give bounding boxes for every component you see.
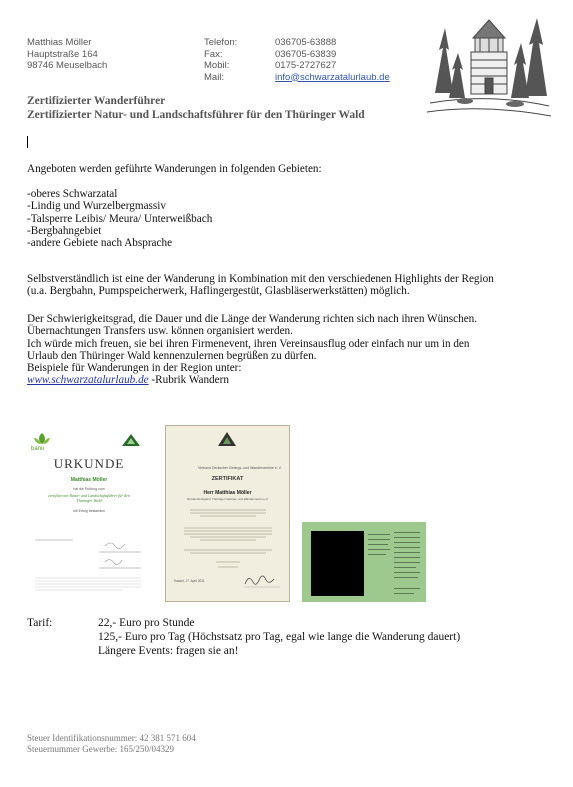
photo-placeholder: [311, 531, 364, 596]
footer-tax-number: Steuernummer Gewerbe: 165/250/04329: [27, 744, 174, 754]
footer: [27, 733, 196, 755]
area-list: [27, 188, 547, 249]
zertifikat-heading: ZERTIFIKAT: [211, 476, 244, 482]
value-phone: 036705-63888: [275, 37, 337, 48]
zertifikat-body-lines-icon: [180, 506, 276, 568]
title-wanderfuehrer: Zertifizierter Wanderführer: [27, 95, 166, 107]
contact-values: [275, 37, 390, 83]
paragraph-line: Selbstverständlich ist eine der Wanderung in Kombination mit den verschiedenen Highlights der Region: [27, 273, 494, 285]
text-cursor: [27, 136, 28, 148]
urkunde-result: mit Erfolg bestanden: [72, 509, 106, 513]
urkunde-name: Matthias Möller: [70, 477, 108, 483]
label-fax: Fax:: [204, 48, 223, 60]
label-mobile: Mobil:: [204, 60, 230, 71]
intro-text: Angeboten werden geführte Wanderungen in folgenden Gebieten:: [27, 163, 322, 175]
banu-leaf-icon: [31, 432, 53, 446]
paragraph-line: Urlaub den Thüringer Wald kennenzulernen begrüßen zu dürfen.: [27, 349, 317, 362]
tarif-day: 125,- Euro pro Tag (Höchstsatz pro Tag, egal wie lange die Wanderung dauert): [98, 631, 461, 643]
guide-id-card: [302, 522, 426, 602]
certificate-zertifikat: [165, 425, 290, 602]
tarif-hour: 22,- Euro pro Stunde: [98, 617, 195, 629]
contact-address: [27, 37, 107, 72]
paragraph-line: Der Schwierigkeitsgrad, die Dauer und die Länge der Wanderung richten sich nach ihren Wünschen.: [27, 313, 478, 325]
tarif-events: Längere Events: fragen sie an!: [98, 645, 239, 657]
paragraph-line: Beispiele für Wanderungen in der Region unter:: [27, 362, 242, 375]
mountain-logo-icon: [121, 433, 141, 447]
contact-city: 98746 Meuselbach: [27, 60, 108, 71]
value-mobile: 0175-2727627: [275, 60, 337, 71]
paragraph-line: Übernachtungen Transfers usw. können organisiert werden.: [27, 325, 293, 338]
link-suffix: -Rubrik Wandern: [148, 374, 229, 387]
zertifikat-detail: Vorstandsmitglied, Thüringer Gebirgs- und Wanderverein e.V.: [186, 497, 269, 501]
zertifikat-name: Herr Matthias Möller: [203, 490, 252, 496]
urkunde-title: URKUNDE: [53, 456, 125, 471]
mountain-logo-icon: [217, 431, 237, 447]
contact-labels: [204, 37, 237, 83]
paragraph-details: [27, 313, 547, 387]
title-block: [27, 94, 365, 122]
banu-logo-text: banu: [31, 446, 45, 452]
zertifikat-org: Verband Deutscher Gebirgs- und Wandervereine e. V.: [198, 466, 282, 470]
list-item: -Lindig und Wurzelbergmassiv: [27, 200, 166, 213]
label-mail: Mail:: [204, 71, 225, 83]
urkunde-course: zertifizierten Natur- und Landschaftsführer für den Thüringer Wald: [48, 493, 130, 503]
urkunde-subtitle: hat die Prüfung zum: [73, 487, 105, 491]
list-item: -andere Gebiete nach Absprache: [27, 237, 173, 250]
certificate-urkunde: [25, 428, 153, 600]
list-item: -Bergbahngebiet: [27, 224, 102, 237]
signature-icon: [242, 572, 282, 590]
label-phone: Telefon:: [204, 37, 238, 48]
list-item: -Talsperre Leibis/ Meura/ Unterweißbach: [27, 212, 213, 225]
contact-street: Hauptstraße 164: [27, 48, 98, 60]
title-naturfuehrer: Zertifizierter Natur- und Landschaftsführer für den Thüringer Wald: [27, 109, 365, 121]
paragraph-line: (u.a. Bergbahn, Pumpspeicherwerk, Haflingergestüt, Glasbläserwerkstätten) möglich.: [27, 285, 410, 298]
tower-illustration-icon: [425, 8, 553, 121]
tarif-label: Tarif:: [27, 617, 53, 629]
contact-name: Matthias Möller: [27, 37, 92, 48]
zertifikat-place-date: Kassel, 17. April 2011: [174, 579, 205, 583]
paragraph-highlights: [27, 273, 547, 298]
urkunde-signatures-icon: [33, 528, 145, 598]
footer-tax-id: Steuer Identifikationsnummer: 42 381 571 604: [27, 733, 196, 743]
value-fax: 036705-63839: [275, 48, 337, 60]
email-link[interactable]: info@schwarzatalurlaub.de: [275, 71, 390, 83]
list-item: -oberes Schwarzatal: [27, 188, 118, 200]
paragraph-line: Ich würde mich freuen, sie bei ihren Firmenevent, ihren Vereinsausflug oder einfach nur um in den: [27, 337, 470, 350]
website-link[interactable]: www.schwarzatalurlaub.de: [27, 374, 149, 387]
